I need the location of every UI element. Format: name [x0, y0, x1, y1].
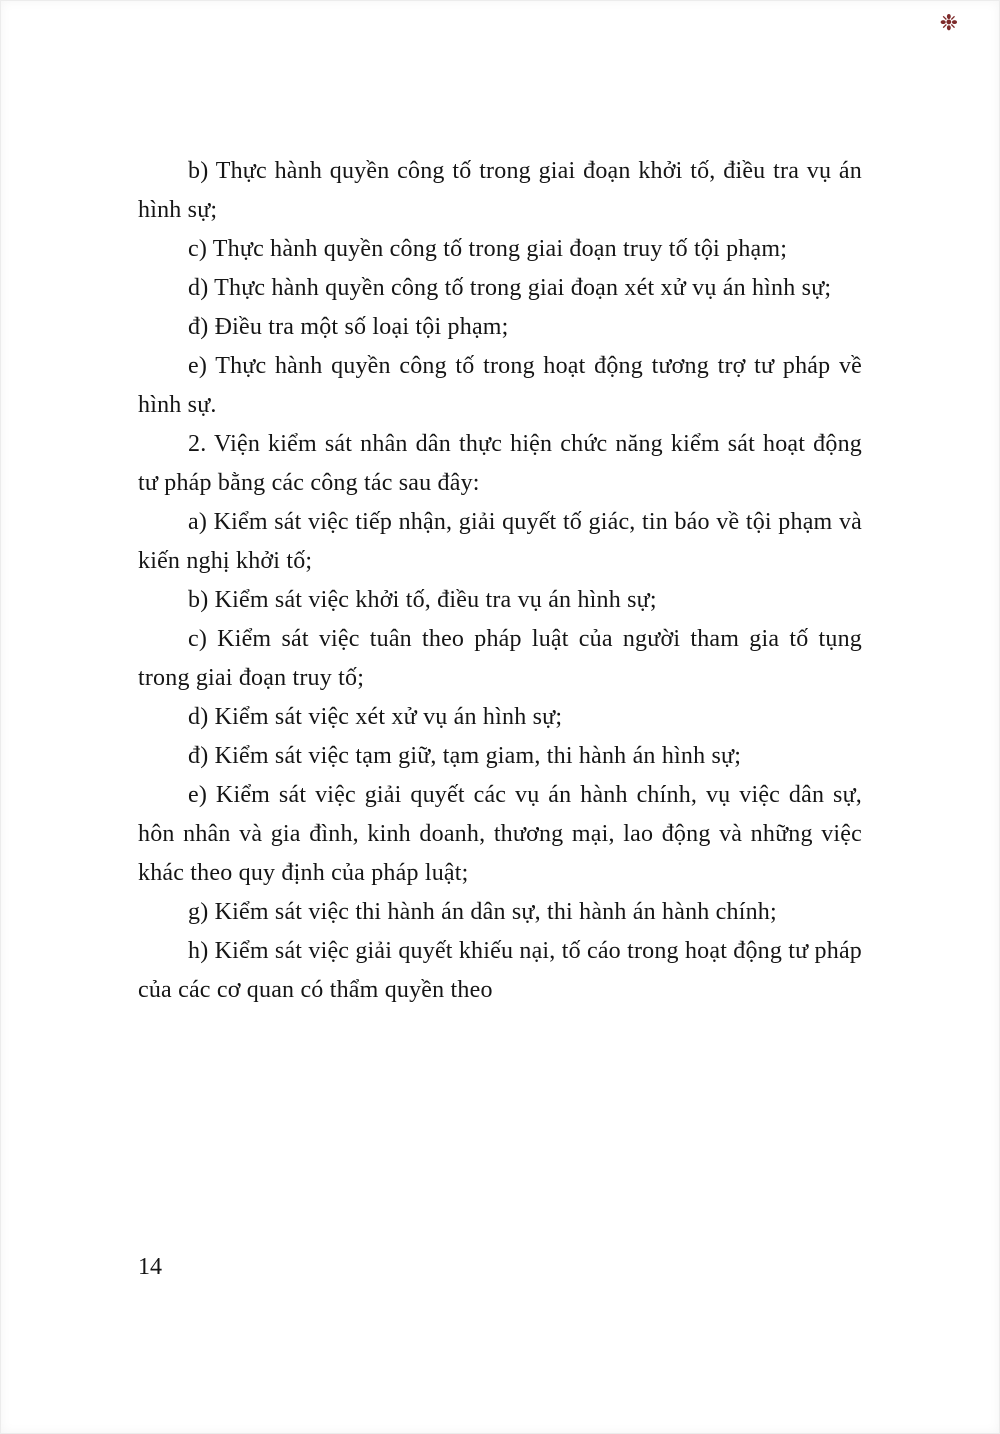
paragraph: c) Kiểm sát việc tuân theo pháp luật của người tham gia tố tụng trong giai đoạn truy tố;	[138, 626, 862, 691]
flower-icon: ❉	[939, 10, 958, 35]
paragraph: e) Kiểm sát việc giải quyết các vụ án hành chính, vụ việc dân sự, hôn nhân và gia đình, kinh doanh, thương mại, lao động và những việc khác theo quy định của pháp luật;	[138, 782, 862, 886]
paragraph: 2. Viện kiểm sát nhân dân thực hiện chức năng kiểm sát hoạt động tư pháp bằng các công tác sau đây:	[138, 431, 862, 496]
paragraph: b) Thực hành quyền công tố trong giai đoạn khởi tố, điều tra vụ án hình sự;	[138, 158, 862, 223]
paragraph: h) Kiểm sát việc giải quyết khiếu nại, tố cáo trong hoạt động tư pháp của các cơ quan có thẩm quyền theo	[138, 938, 862, 1003]
paragraph: c) Thực hành quyền công tố trong giai đoạn truy tố tội phạm;	[188, 236, 788, 262]
page-text-content	[138, 152, 862, 1010]
paragraph: a) Kiểm sát việc tiếp nhận, giải quyết tố giác, tin báo về tội phạm và kiến nghị khởi tố;	[138, 509, 862, 574]
page-number: 14	[138, 1254, 162, 1280]
paragraph: e) Thực hành quyền công tố trong hoạt động tương trợ tư pháp về hình sự.	[138, 353, 862, 418]
paragraph: đ) Kiểm sát việc tạm giữ, tạm giam, thi hành án hình sự;	[188, 743, 742, 769]
paragraph: đ) Điều tra một số loại tội phạm;	[188, 314, 509, 340]
paragraph: g) Kiểm sát việc thi hành án dân sự, thi hành án hành chính;	[188, 899, 777, 925]
paragraph: d) Thực hành quyền công tố trong giai đoạn xét xử vụ án hình sự;	[188, 275, 832, 301]
paragraph: d) Kiểm sát việc xét xử vụ án hình sự;	[188, 704, 563, 730]
paragraph: b) Kiểm sát việc khởi tố, điều tra vụ án hình sự;	[188, 587, 657, 613]
